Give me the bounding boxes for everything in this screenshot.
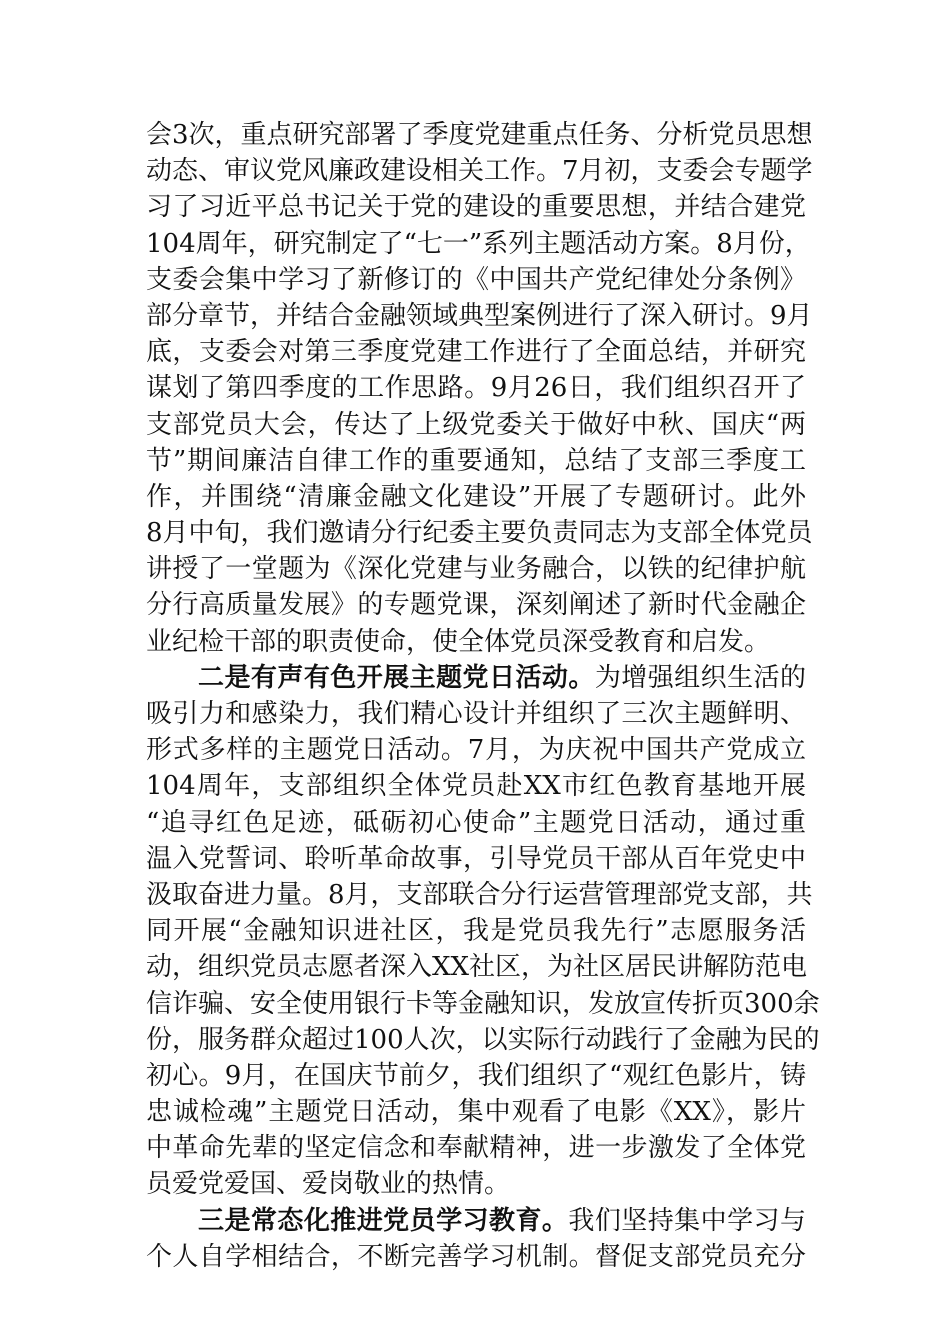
text-line: 会3次，重点研究部署了季度党建重点任务、分析党员思想 bbox=[146, 120, 813, 150]
text-line: 支部党员大会，传达了上级党委关于做好中秋、国庆“两 bbox=[146, 409, 806, 440]
text-line bbox=[146, 660, 806, 696]
text-line: 员爱党爱国、爱岗敬业的热情。 bbox=[146, 1169, 511, 1200]
text-line: 中革命先辈的坚定信念和奉献精神，进一步激发了全体党 bbox=[146, 1133, 806, 1164]
text-segment: 为增强组织生活的 bbox=[594, 662, 806, 693]
text-line: 104周年，支部组织全体党员赴XX市红色教育基地开展 bbox=[146, 771, 806, 802]
text-line: 讲授了一堂题为《深化党建与业务融合，以铁的纪律护航 bbox=[146, 554, 806, 585]
paragraph-theme-party-day bbox=[146, 660, 820, 1203]
text-line: “追寻红色足迹，砥砺初心使命”主题党日活动，通过重 bbox=[146, 807, 806, 838]
text-line: 汲取奋进力量。8月，支部联合分行运营管理部党支部，共 bbox=[146, 879, 813, 910]
text-line: 谋划了第四季度的工作思路。9月26日，我们组织召开了 bbox=[146, 373, 806, 404]
text-line: 8月中旬，我们邀请分行纪委主要负责同志为支部全体党员 bbox=[146, 518, 813, 549]
text-line: 作，并围绕“清廉金融文化建设”开展了专题研讨。此外 bbox=[146, 481, 806, 512]
text-line: 动态、审议党风廉政建设相关工作。7月初，支委会专题学 bbox=[146, 156, 813, 187]
text-line: 温入党誓词、聆听革命故事，引导党员干部从百年党史中 bbox=[146, 843, 806, 874]
text-line: 信诈骗、安全使用银行卡等金融知识，发放宣传折页300余 bbox=[146, 988, 820, 1019]
paragraph-lead-heading: 二是有声有色开展主题党日活动。 bbox=[198, 662, 595, 693]
paragraph-branch-committee-meetings bbox=[146, 117, 813, 660]
text-line: 习了习近平总书记关于党的建设的重要思想，并结合建党 bbox=[146, 192, 806, 223]
text-line: 初心。9月，在国庆节前夕，我们组织了“观红色影片，铸 bbox=[146, 1060, 806, 1091]
text-line: 104周年，研究制定了“七一”系列主题活动方案。8月份， bbox=[146, 228, 811, 259]
text-line bbox=[146, 1203, 806, 1239]
text-line: 底，支委会对第三季度党建工作进行了全面总结，并研究 bbox=[146, 337, 806, 368]
text-line: 分行高质量发展》的专题党课，深刻阐述了新时代金融企 bbox=[146, 590, 806, 621]
text-line: 动，组织党员志愿者深入XX社区，为社区居民讲解防范电 bbox=[146, 952, 808, 983]
paragraph-member-study-education bbox=[146, 1203, 806, 1275]
document-body bbox=[146, 117, 820, 1275]
text-line: 节”期间廉洁自律工作的重要通知，总结了支部三季度工 bbox=[146, 445, 806, 476]
text-line: 个人自学相结合，不断完善学习机制。督促支部党员充分 bbox=[146, 1241, 806, 1272]
text-segment: 我们坚持集中学习与 bbox=[568, 1205, 806, 1236]
text-line: 支委会集中学习了新修订的《中国共产党纪律处分条例》 bbox=[146, 264, 806, 295]
text-line: 部分章节，并结合金融领域典型案例进行了深入研讨。9月 bbox=[146, 300, 813, 331]
text-line: 忠诚检魂”主题党日活动，集中观看了电影《XX》，影片 bbox=[146, 1097, 806, 1128]
text-line: 同开展“金融知识进社区，我是党员我先行”志愿服务活 bbox=[146, 916, 806, 947]
paragraph-lead-heading: 三是常态化推进党员学习教育。 bbox=[198, 1205, 569, 1236]
text-line: 吸引力和感染力，我们精心设计并组织了三次主题鲜明、 bbox=[146, 699, 806, 729]
text-line: 份，服务群众超过100人次，以实际行动践行了金融为民的 bbox=[146, 1024, 820, 1055]
text-line: 业纪检干部的职责使命，使全体党员深受教育和启发。 bbox=[146, 626, 771, 657]
text-line: 形式多样的主题党日活动。7月，为庆祝中国共产党成立 bbox=[146, 735, 806, 766]
